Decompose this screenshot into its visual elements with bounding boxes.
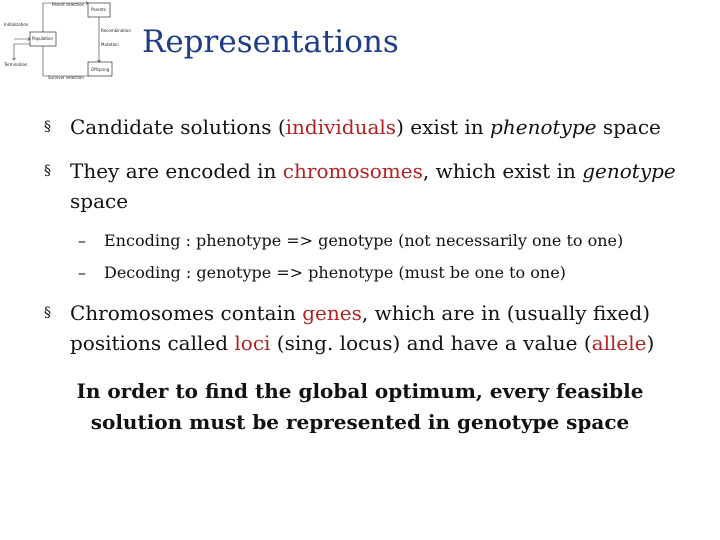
sub-bullet-text: Encoding : phenotype => genotype (not necessarily one to one): [104, 231, 624, 250]
label-mutation: Mutation: [101, 42, 119, 47]
text-run: (sing. locus) and have a value (: [270, 331, 592, 355]
label-termination: Termination: [4, 62, 28, 67]
italic-term: phenotype: [490, 115, 597, 139]
dash-marker: –: [78, 231, 86, 250]
label-population: Population: [32, 36, 54, 41]
highlighted-term: loci: [234, 331, 271, 355]
bullet-text: [70, 159, 676, 213]
bullet-marker: §: [44, 305, 51, 321]
highlighted-term: genes: [302, 301, 362, 325]
sub-bullet-item: [44, 262, 684, 284]
highlighted-term: allele: [591, 331, 647, 355]
bullet-marker: §: [44, 119, 51, 135]
bullet-item: [44, 156, 684, 216]
text-run: Candidate solutions (: [70, 115, 286, 139]
text-run: , which exist in: [422, 159, 583, 183]
text-run: space: [70, 189, 129, 213]
bullet-marker: §: [44, 163, 51, 179]
slide-title: Representations: [142, 24, 399, 60]
bullet-item: [44, 112, 684, 142]
text-run: Chromosomes contain: [70, 301, 303, 325]
dash-marker: –: [78, 263, 86, 282]
text-run: ) exist in: [396, 115, 491, 139]
sub-bullet-item: [44, 230, 684, 252]
sub-bullet-text: Decoding : genotype => phenotype (must be one to one): [104, 263, 566, 282]
slide-content: [44, 112, 684, 372]
text-run: ): [646, 331, 655, 355]
arrow-heads: [13, 2, 101, 63]
text-run: space: [596, 115, 661, 139]
highlighted-term: individuals: [285, 115, 397, 139]
label-parents: Parents: [91, 7, 106, 12]
bullet-text: [70, 115, 661, 139]
highlighted-term: chromosomes: [282, 159, 423, 183]
label-recombination: Recombination: [101, 28, 131, 33]
bullet-text: [70, 301, 654, 355]
text-run: , which are in (usually fixed) positions called: [70, 301, 650, 355]
label-parent-selection: Parent selection: [52, 2, 85, 7]
label-initialization: Initialization: [4, 22, 29, 27]
label-offspring: Offspring: [91, 67, 110, 72]
bullet-item: [44, 298, 684, 358]
conclusion-note: In order to find the global optimum, every feasible solution must be represented in genotype space: [76, 379, 644, 434]
label-survivor-selection: Survivor selection: [48, 75, 84, 80]
italic-term: genotype: [582, 159, 676, 183]
text-run: They are encoded in: [70, 159, 283, 183]
ea-cycle-diagram: [2, 0, 142, 82]
